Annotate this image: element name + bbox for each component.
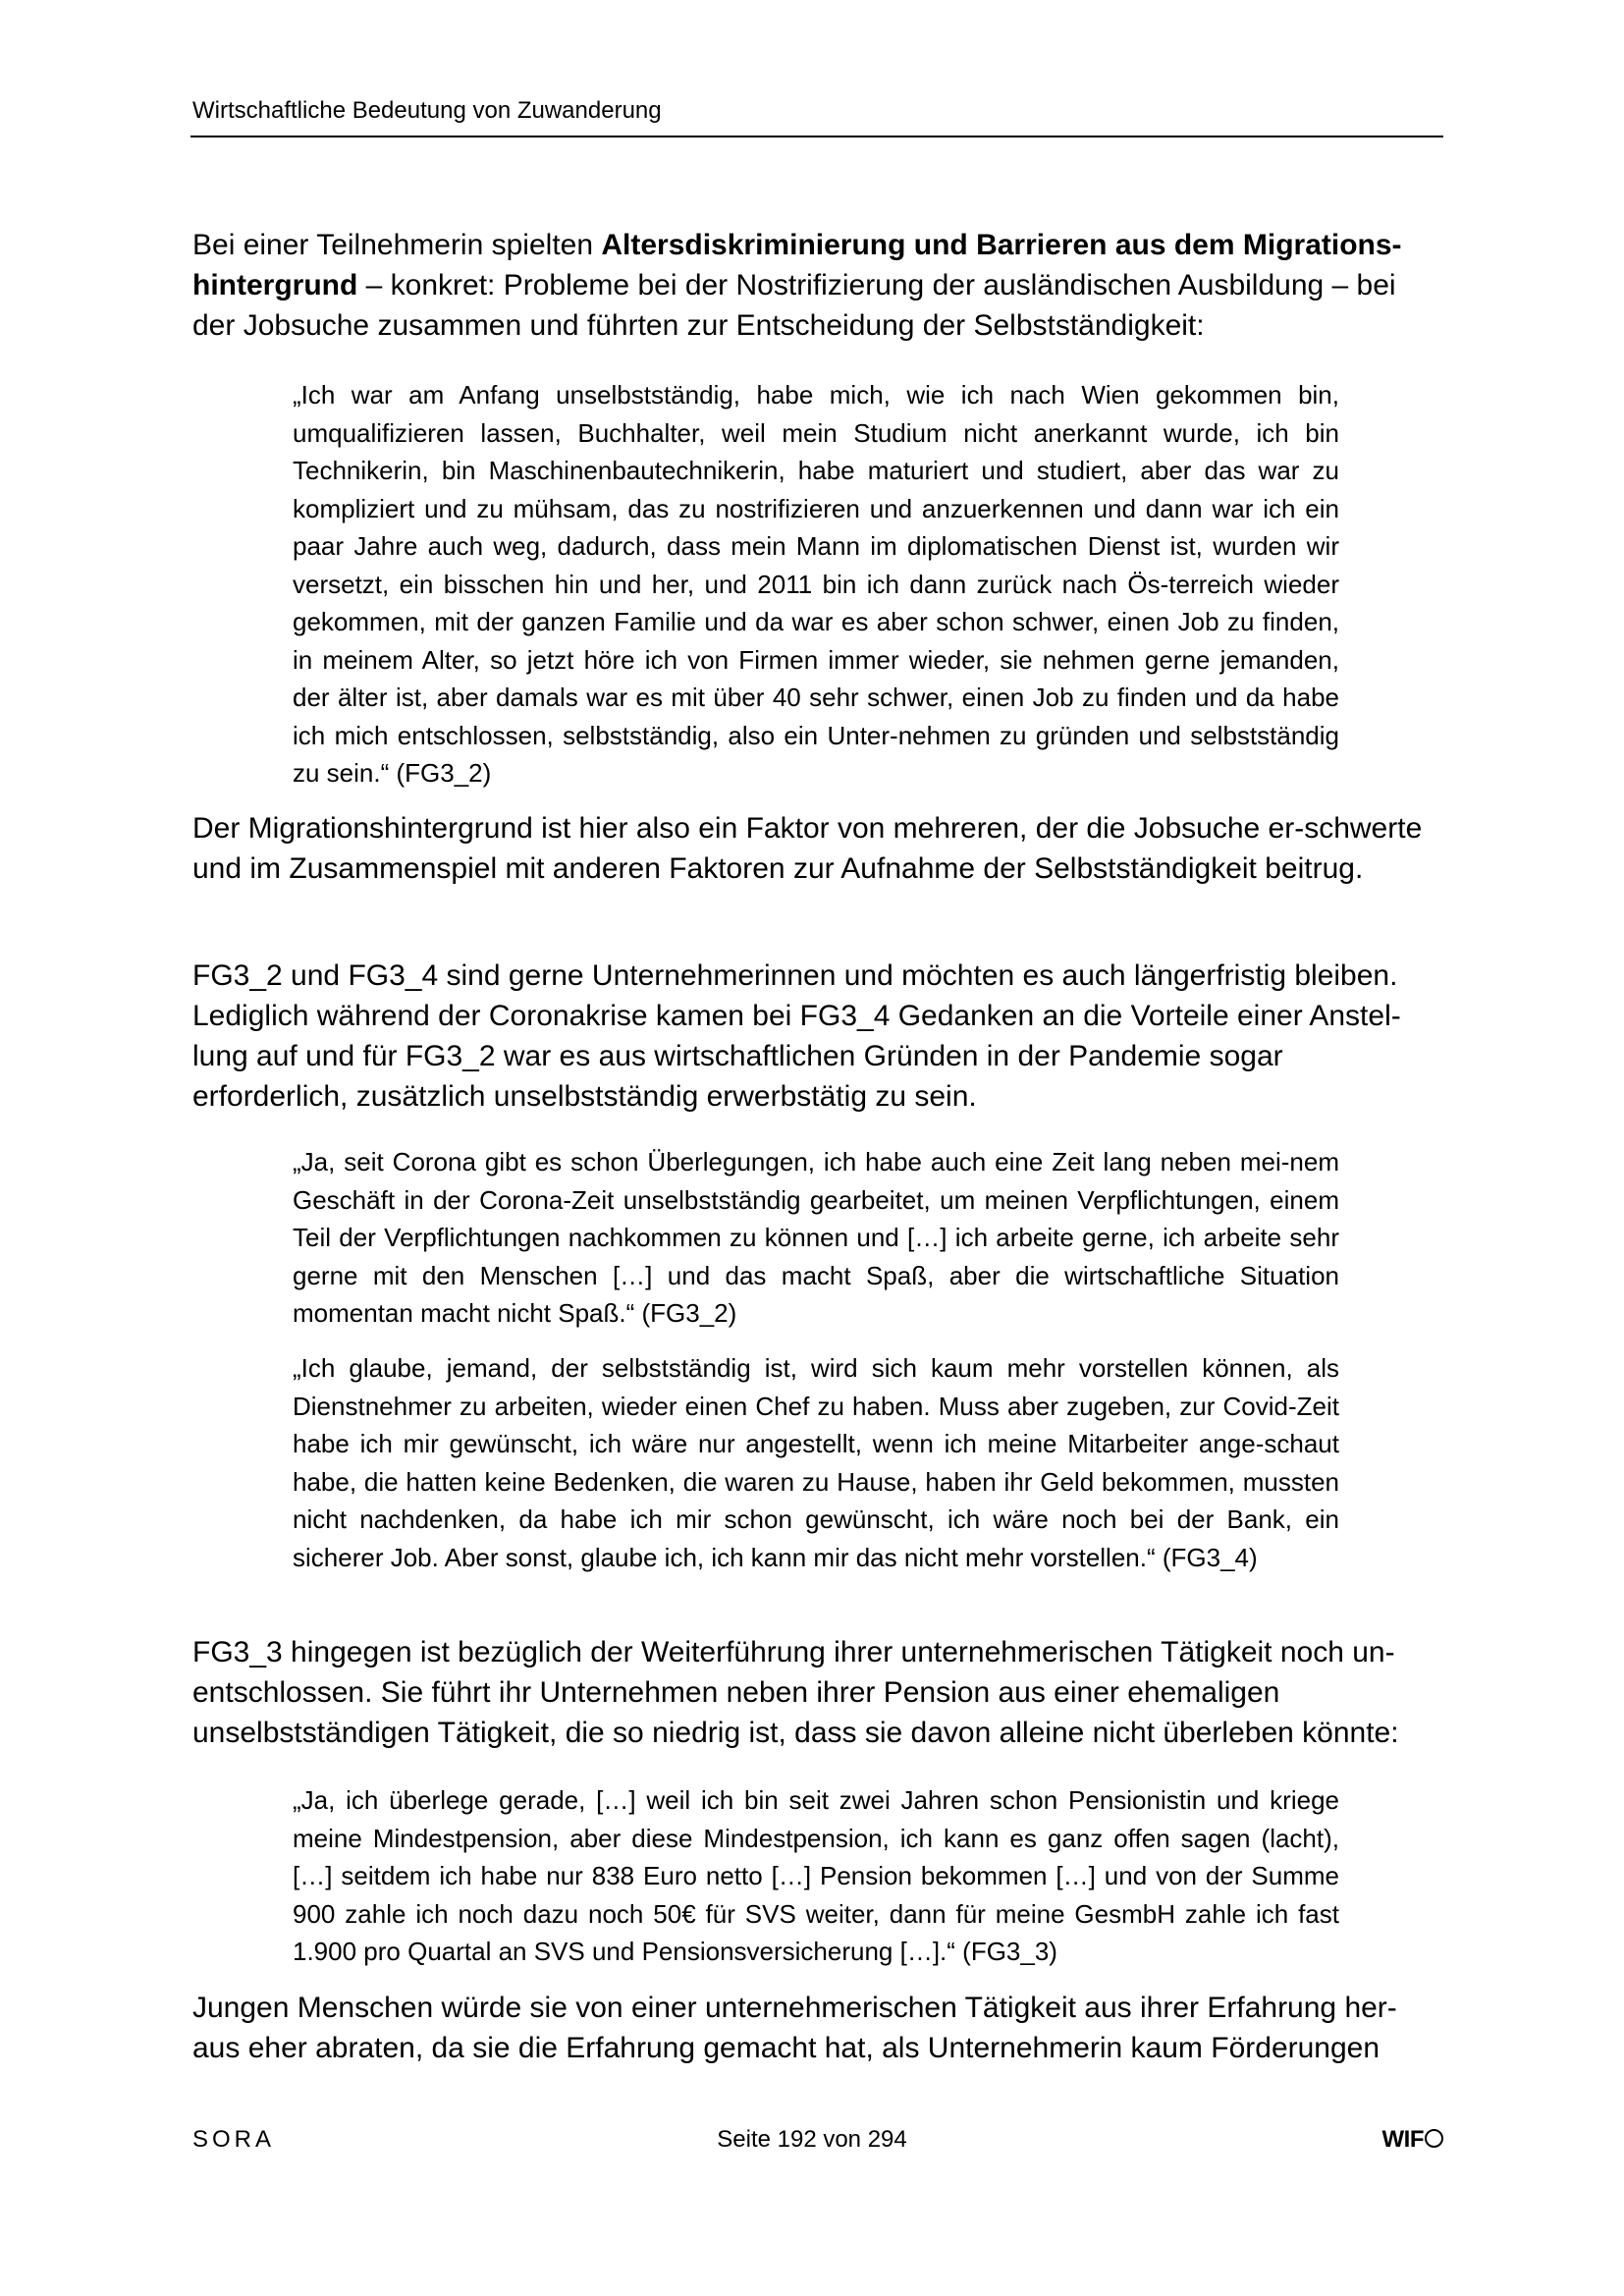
paragraph-3-block — [192, 956, 1439, 1117]
wifo-logo — [1382, 2125, 1443, 2155]
quote-fg3-4: „Ich glaube, jemand, der selbstständig ist, wird sich kaum mehr vorstellen können, als Dienstnehmer zu arbeiten, wieder einen Chef zu haben. Muss aber zugeben, zur Covid-Zeit habe ich mir gewünscht, ich wäre nur angestellt, wenn ich meine Mitarbeiter ange-schaut habe, die hatten keine Bedenken, die waren zu Hause, haben ihr Geld bekommen, mussten nicht nachdenken, da habe ich mir schon gewünscht, ich wäre noch bei der Bank, ein sicherer Job. Aber sonst, glaube ich, ich kann mir das nicht mehr vorstellen.“ (FG3_4) — [293, 1353, 1339, 1572]
paragraph-1-tail: – konkret: Probleme bei der Nostrifizierung der ausländischen Ausbildung – bei der Jobsuche zusammen und führten zur Entscheidung der Selbstständigkeit: — [192, 269, 1396, 342]
header-divider — [190, 136, 1443, 137]
quote-fg3-2-a: „Ich war am Anfang unselbstständig, habe mich, wie ich nach Wien gekommen bin, umqualifizieren lassen, Buchhalter, weil mein Studium nicht anerkannt wurde, ich bin Technikerin, bin Maschinenbautechnikerin, habe maturiert und studiert, aber das war zu kompliziert und zu mühsam, das zu nostrifizieren und anzuerkennen und dann war ich ein paar Jahre auch weg, dadurch, dass mein Mann im diplomatischen Dienst ist, wurden wir versetzt, ein bisschen hin und her, und 2011 bin ich dann zurück nach Ös-terreich wieder gekommen, mit der ganzen Familie und da war es aber schon schwer, einen Job zu finden, in meinem Alter, so jetzt höre ich von Firmen immer wieder, sie nehmen gerne jemanden, der älter ist, aber damals war es mit über 40 sehr schwer, einen Job zu finden und da habe ich mich entschlossen, selbstständig, also ein Unter-nehmen zu gründen und selbstständig zu sein.“ (FG3_2) — [293, 380, 1339, 788]
wifo-logo-text: WIF — [1381, 2126, 1424, 2153]
paragraph-1-emphasis: Altersdiskriminierung und Barrieren aus dem Migrations-hintergrund — [192, 229, 1402, 301]
page-number: Seite 192 von 294 — [717, 2126, 907, 2153]
paragraph-2-block — [192, 808, 1439, 889]
paragraph-5-block — [192, 1988, 1439, 2068]
wifo-logo-o — [1425, 2129, 1443, 2148]
paragraph-4-block — [192, 1632, 1439, 1753]
footer-publisher: SORA — [192, 2126, 276, 2153]
paragraph-1-lead: Bei einer Teilnehmerin spielten — [192, 229, 602, 261]
running-header: Wirtschaftliche Bedeutung von Zuwanderung — [192, 97, 662, 124]
paragraph-5: Jungen Menschen würde sie von einer unternehmerischen Tätigkeit aus ihrer Erfahrung her-aus eher abraten, da sie die Erfahrung gemacht hat, als Unternehmerin kaum Förderungen — [192, 1992, 1397, 2064]
paragraph-3: FG3_2 und FG3_4 sind gerne Unternehmerinnen und möchten es auch längerfristig bleiben. Lediglich während der Coronakrise kamen bei FG3_4 Gedanken an die Vorteile einer Anstel-lung auf und für FG3_2 war es aus wirtschaftlichen Gründen in der Pandemie sogar erforderlich, zusätzlich unselbstständig erwerbstätig zu sein. — [192, 959, 1401, 1113]
paragraph-4: FG3_3 hingegen ist bezüglich der Weiterführung ihrer unternehmerischen Tätigkeit noch un-entschlossen. Sie führt ihr Unternehmen neben ihrer Pension aus einer ehemaligen unselbstständigen Tätigkeit, die so niedrig ist, dass sie davon alleine nicht überleben könnte: — [192, 1636, 1399, 1749]
quote-fg3-2-b: „Ja, seit Corona gibt es schon Überlegungen, ich habe auch eine Zeit lang neben mei-nem Geschäft in der Corona-Zeit unselbstständig gearbeitet, um meinen Verpflichtungen, einem Teil der Verpflichtungen nachkommen zu können und […] ich arbeite gerne, ich arbeite sehr gerne mit den Menschen […] und das macht Spaß, aber die wirtschaftliche Situation momentan macht nicht Spaß.“ (FG3_2) — [293, 1147, 1339, 1328]
paragraph-1 — [192, 225, 1439, 346]
paragraph-2: Der Migrationshintergrund ist hier also ein Faktor von mehreren, der die Jobsuche er-schwerte und im Zusammenspiel mit anderen Faktoren zur Aufnahme der Selbstständigkeit beitrug. — [192, 812, 1423, 885]
quote-fg3-3: „Ja, ich überlege gerade, […] weil ich bin seit zwei Jahren schon Pensionistin und kriege meine Mindestpension, aber diese Mindestpension, ich kann es ganz offen sagen (lacht), […] seitdem ich habe nur 838 Euro netto […] Pension bekommen […] und von der Summe 900 zahle ich noch dazu noch 50€ für SVS weiter, dann für meine GesmbH zahle ich fast 1.900 pro Quartal an SVS und Pensionsversicherung […].“ (FG3_3) — [293, 1785, 1339, 1966]
